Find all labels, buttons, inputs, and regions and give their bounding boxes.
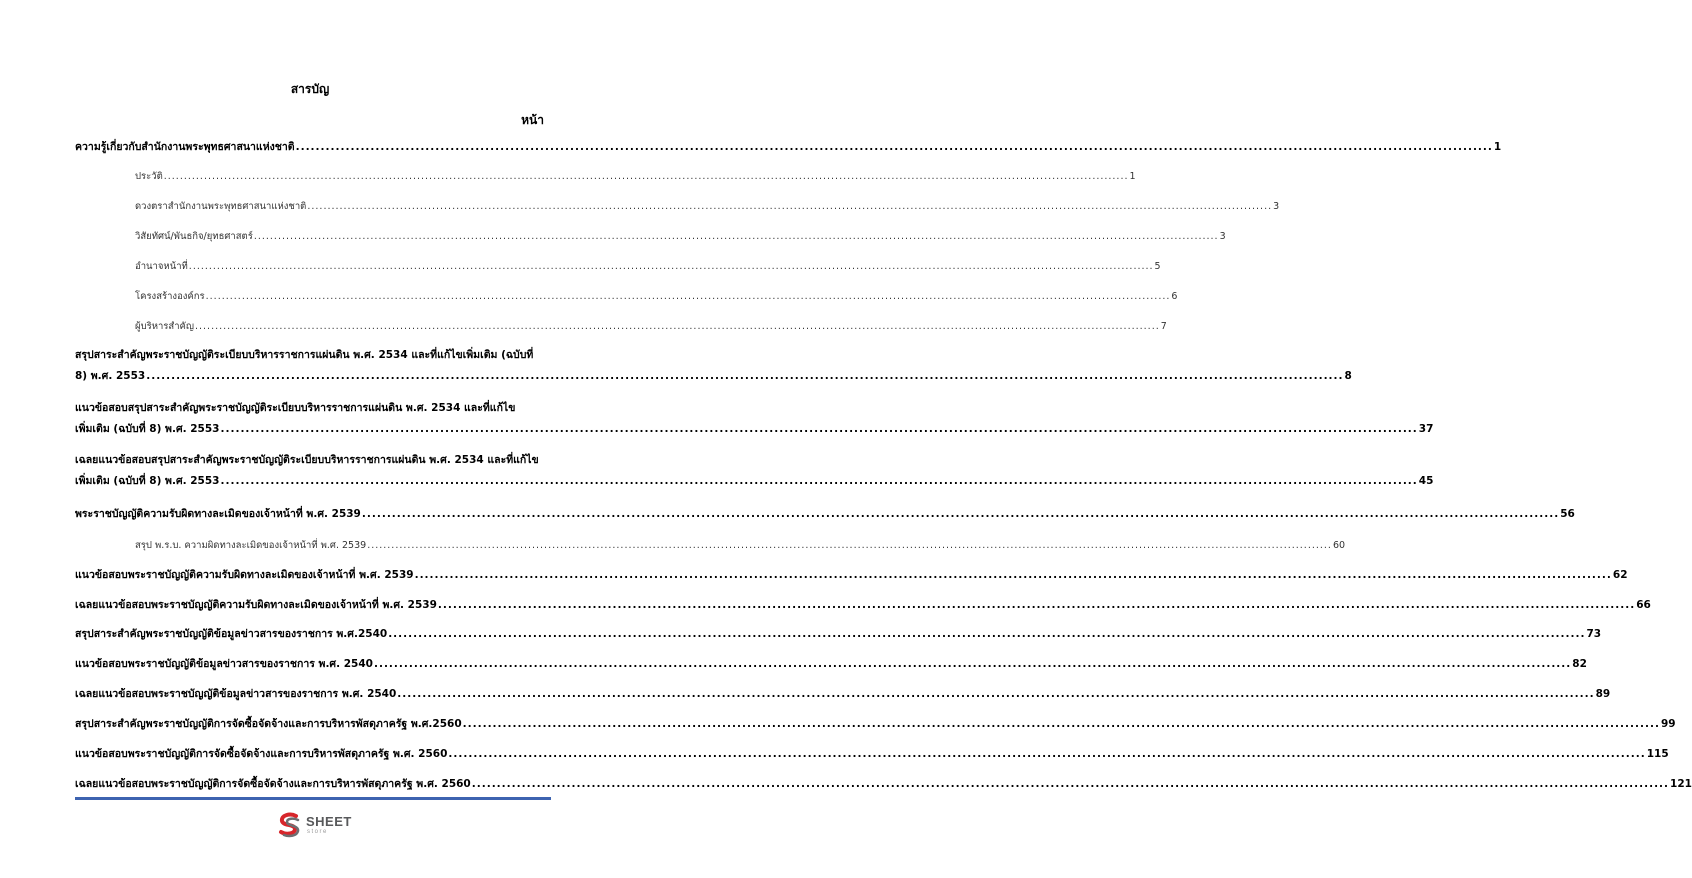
toc-entry-page: 73: [1586, 628, 1602, 640]
dot-leader: [206, 286, 1171, 307]
toc-entry-title: วิสัยทัศน์/พันธกิจ/ยุทธศาสตร์: [135, 231, 253, 242]
dot-leader: [397, 684, 1594, 705]
dot-leader: [189, 256, 1154, 277]
toc-entry[interactable]: [75, 345, 1352, 387]
toc-entry-page: 115: [1646, 748, 1669, 760]
toc-entry-title: ความรู้เกี่ยวกับสำนักงานพระพุทธศาสนาแห่งชาติ: [75, 141, 295, 153]
toc-entry-page: 60: [1332, 540, 1346, 551]
toc-entry-page: 7: [1160, 321, 1167, 332]
toc-entry-page: 99: [1660, 718, 1676, 730]
toc-entry-page: 1: [1129, 171, 1136, 182]
toc-entry-title: แนวข้อสอบพระราชบัญญัติการจัดซื้อจัดจ้างและการบริหารพัสดุภาครัฐ พ.ศ. 2560: [75, 748, 448, 760]
dot-leader: [374, 654, 1571, 675]
toc-entry-title: โครงสร้างองค์กร: [135, 291, 205, 302]
page-column-header: หน้า: [521, 113, 544, 127]
toc-entry-page: 89: [1595, 688, 1611, 700]
toc-subentry[interactable]: [135, 286, 1178, 307]
logo-subtext: store: [307, 829, 328, 835]
toc-entry-title-cont: 8) พ.ศ. 2553: [75, 370, 146, 382]
toc-entry[interactable]: [75, 714, 1676, 735]
sheet-logo-icon: [276, 812, 302, 838]
toc-subentry[interactable]: [135, 316, 1167, 337]
toc-entry-title: เฉลยแนวข้อสอบพระราชบัญญัติการจัดซื้อจัดจ้างและการบริหารพัสดุภาครัฐ พ.ศ. 2560: [75, 778, 471, 790]
sheet-store-logo: [276, 812, 366, 842]
toc-entry[interactable]: [75, 398, 1434, 440]
toc-entry-title: สรุป พ.ร.บ. ความผิดทางละเมิดของเจ้าหน้าที่ พ.ศ. 2539: [135, 540, 367, 551]
dot-leader: [415, 565, 1612, 586]
dot-leader: [164, 166, 1129, 187]
dot-leader: [220, 419, 1417, 440]
toc-entry[interactable]: [75, 137, 1502, 158]
toc-entry-title: สรุปสาระสำคัญพระราชบัญญัติข้อมูลข่าวสารของราชการ พ.ศ.2540: [75, 628, 388, 640]
toc-entry-title: เฉลยแนวข้อสอบสรุปสาระสำคัญพระราชบัญญัติระเบียบบริหารราชการแผ่นดิน พ.ศ. 2534 และที่แก้ไข: [75, 454, 539, 466]
toc-entry-title: พระราชบัญญัติความรับผิดทางละเมิดของเจ้าหน้าที่ พ.ศ. 2539: [75, 508, 361, 520]
toc-entry-page: 82: [1572, 658, 1587, 670]
dot-leader: [254, 226, 1219, 247]
toc-entry-page: 56: [1560, 508, 1575, 520]
toc-entry-title: เฉลยแนวข้อสอบพระราชบัญญัติข้อมูลข่าวสารของราชการ พ.ศ. 2540: [75, 688, 397, 700]
dot-leader: [362, 504, 1559, 525]
dot-leader: [307, 196, 1272, 217]
toc-entry-title-cont: เพิ่มเติม (ฉบับที่ 8) พ.ศ. 2553: [75, 423, 220, 435]
footer-rule: [75, 797, 551, 800]
toc-entry[interactable]: [75, 744, 1669, 765]
toc-subentry[interactable]: [135, 256, 1161, 277]
toc-entry-title: ดวงตราสำนักงานพระพุทธศาสนาแห่งชาติ: [135, 201, 307, 212]
toc-entry-title: แนวข้อสอบพระราชบัญญัติความรับผิดทางละเมิดของเจ้าหน้าที่ พ.ศ. 2539: [75, 569, 414, 581]
toc-entry[interactable]: [75, 654, 1587, 675]
dot-leader: [388, 624, 1585, 645]
toc-entry-page: 3: [1273, 201, 1280, 212]
toc-entry-page: 121: [1670, 778, 1692, 790]
toc-entry[interactable]: [75, 565, 1628, 586]
toc-entry-page: 45: [1418, 475, 1434, 487]
toc-entry-page: 8: [1344, 370, 1352, 382]
toc-entry-page: 1: [1493, 141, 1502, 153]
toc-entry[interactable]: [75, 624, 1602, 645]
toc-entry-title: ผู้บริหารสำคัญ: [135, 321, 194, 332]
dot-leader: [195, 316, 1160, 337]
dot-leader: [296, 137, 1493, 158]
toc-entry-title-cont: เพิ่มเติม (ฉบับที่ 8) พ.ศ. 2553: [75, 475, 220, 487]
toc-entry[interactable]: [75, 774, 1692, 795]
toc-entry-title: สรุปสาระสำคัญพระราชบัญญัติการจัดซื้อจัดจ้างและการบริหารพัสดุภาครัฐ พ.ศ.2560: [75, 718, 462, 730]
toc-entry[interactable]: [75, 684, 1611, 705]
toc-entry-title: อำนาจหน้าที่: [135, 261, 188, 272]
toc-subentry[interactable]: [135, 226, 1226, 247]
dot-leader: [220, 471, 1417, 492]
toc-entry-title: แนวข้อสอบสรุปสาระสำคัญพระราชบัญญัติระเบียบบริหารราชการแผ่นดิน พ.ศ. 2534 และที่แก้ไข: [75, 402, 516, 414]
toc-entry-title: เฉลยแนวข้อสอบพระราชบัญญัติความรับผิดทางละเมิดของเจ้าหน้าที่ พ.ศ. 2539: [75, 599, 437, 611]
toc-entry[interactable]: [75, 595, 1651, 616]
toc-entry-page: 62: [1612, 569, 1628, 581]
toc-subentry[interactable]: [135, 166, 1136, 187]
toc-subentry[interactable]: [135, 196, 1280, 217]
dot-leader: [438, 595, 1635, 616]
dot-leader: [472, 774, 1669, 795]
toc-entry[interactable]: [75, 450, 1434, 492]
logo-text: SHEET: [306, 814, 352, 829]
toc-entry-title: ประวัติ: [135, 171, 163, 182]
dot-leader: [367, 535, 1332, 556]
toc-entry-title: แนวข้อสอบพระราชบัญญัติข้อมูลข่าวสารของราชการ พ.ศ. 2540: [75, 658, 373, 670]
toc-entry-page: 37: [1418, 423, 1434, 435]
dot-leader: [146, 366, 1343, 387]
toc-subentry[interactable]: [135, 535, 1346, 556]
toc-entry-page: 3: [1219, 231, 1226, 242]
toc-entry-page: 5: [1154, 261, 1161, 272]
toc-entry-page: 66: [1636, 599, 1651, 611]
toc-entry-page: 6: [1171, 291, 1178, 302]
dot-leader: [463, 714, 1660, 735]
dot-leader: [448, 744, 1645, 765]
toc-entry[interactable]: [75, 504, 1575, 525]
page-title: สารบัญ: [290, 82, 330, 96]
toc-entry-title: สรุปสาระสำคัญพระราชบัญญัติระเบียบบริหารราชการแผ่นดิน พ.ศ. 2534 และที่แก้ไขเพิ่มเติม (ฉบับที่: [75, 349, 534, 361]
